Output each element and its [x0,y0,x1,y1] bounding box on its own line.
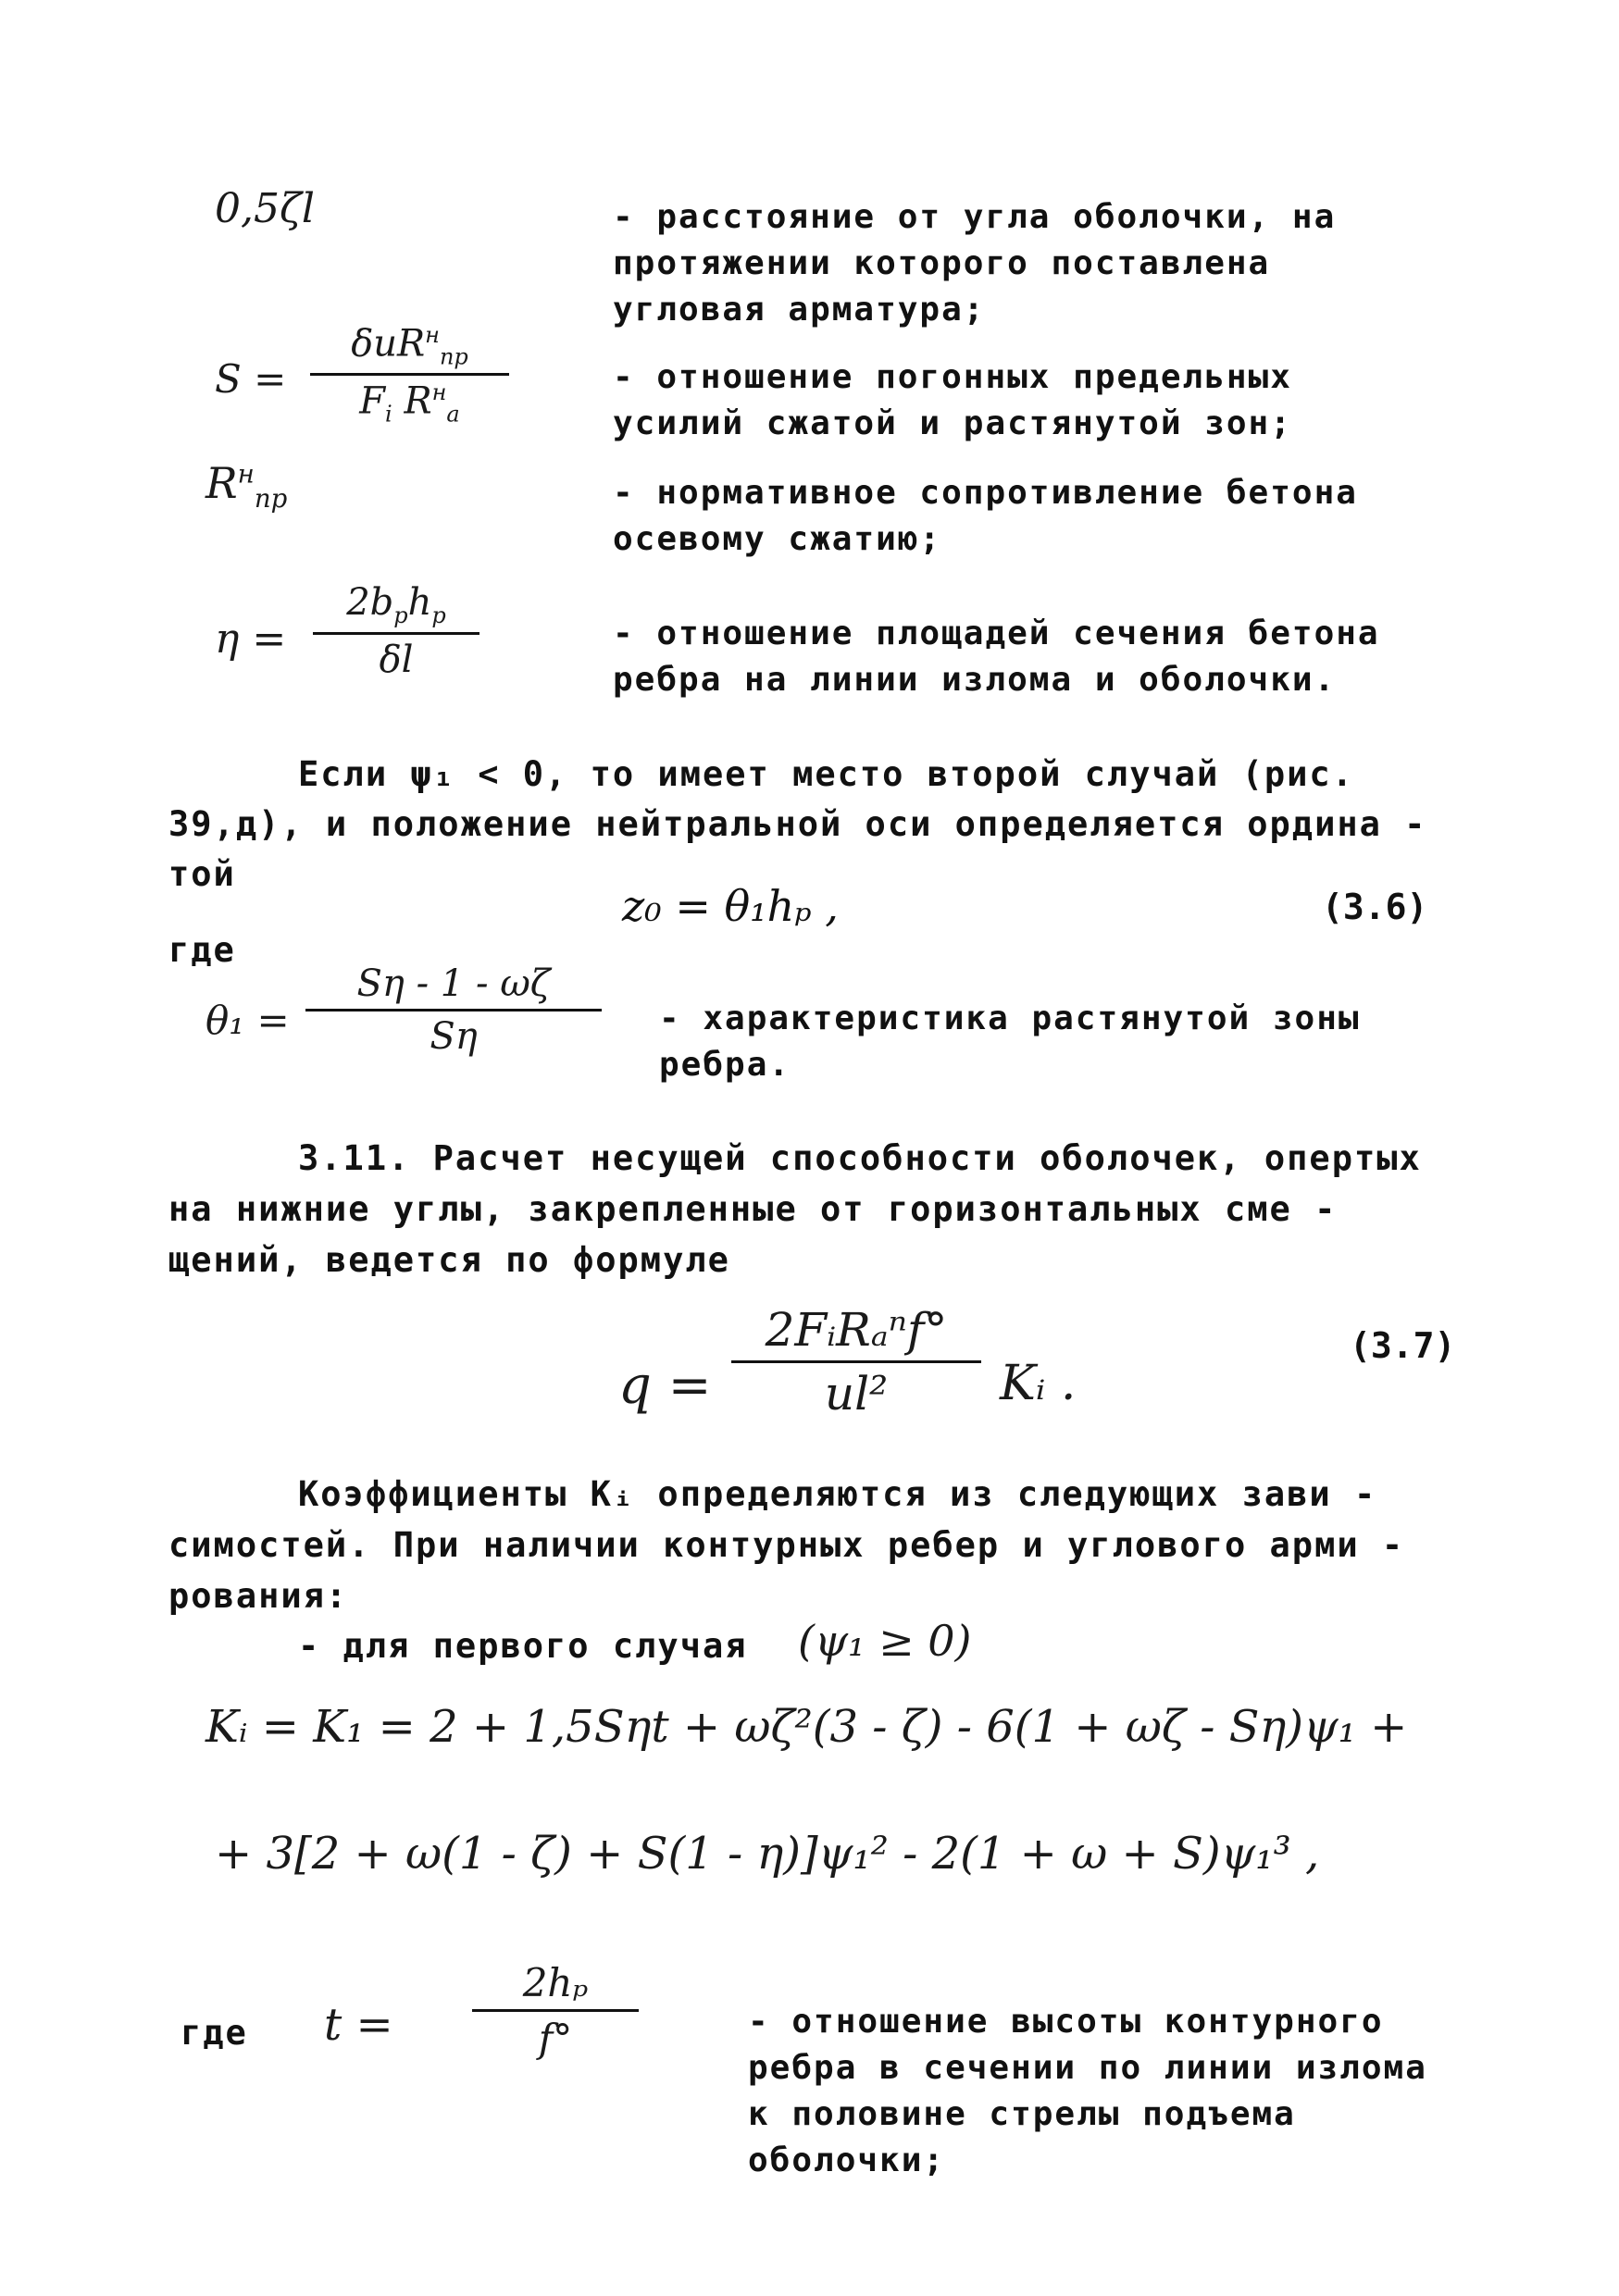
where-label-1: где [168,930,236,970]
fraction-eta-numerator: $2b_ph_p$ [346,581,446,628]
equation-3-6-eq: = [675,881,711,931]
fraction-theta-numerator: Sη - 1 - ωζ [356,962,551,1005]
paragraph-2-line-2: симостей. При наличии контурных ребер и углового арми - [168,1525,1405,1565]
equation-3-7-factor: Kᵢ . [1000,1356,1077,1411]
fraction-bar [310,373,509,376]
fraction-t-denominator: f° [538,2016,573,2061]
symbol-0-5-zeta-l: 0,5ζl [215,185,315,232]
case-1-condition: (ψ₁ ≥ 0) [798,1616,972,1666]
section-3-11-line-3: щений, ведется по формуле [168,1240,730,1280]
fraction-bar [313,632,479,635]
fraction-t [472,1960,639,2061]
definition-tension-zone: - характеристика растянутой зоны ребра. [659,999,1361,1084]
equation-number-3-7: (3.7) [1350,1325,1456,1366]
fraction-theta-denominator: Sη [430,1015,478,1058]
fraction-q-denominator: ul² [824,1367,889,1421]
definition-area-ratio: - отношение площадей сечения бетона ребра на линии излома и оболочки. [613,614,1380,699]
definition-force-ratio: - отношение погонных предельных усилий сжатой и растянутой зон; [613,358,1292,442]
symbol-r-pr: $R^н_{пр}$ [205,458,288,515]
where-label-2: где [181,2013,248,2053]
fraction-theta [305,962,602,1058]
paragraph-2-line-3: рования: [168,1576,349,1616]
fraction-t-numerator: 2hₚ [522,1960,589,2005]
equation-3-6-lhs: z₀ [622,881,662,931]
symbol-eta-lhs: η = [215,615,287,663]
fraction-bar [731,1360,981,1363]
equation-3-7-lhs: q = [618,1356,712,1416]
definition-rib-height-ratio: - отношение высоты контурного ребра в сечении по линии излома к половине стрелы подъема оболочки; [748,2003,1427,2179]
formula-k1-line-1: Kᵢ = K₁ = 2 + 1,5Sηt + ωζ²(3 - ζ) - 6(1 + ωζ - Sη)ψ₁ + [205,1701,1408,1753]
paragraph-2-line-1: Коэффициенты Kᵢ определяются из следующих зави - [298,1474,1377,1514]
fraction-eta-denominator: δl [379,639,414,681]
formula-k1-line-2: + 3[2 + ω(1 - ζ) + S(1 - η)]ψ₁² - 2(1 + ω + S)ψ₁³ , [215,1828,1320,1880]
section-3-11-line-2: на нижние углы, закрепленные от горизонтальных сме - [168,1189,1338,1229]
paragraph-1-line-2: 39,д), и положение нейтральной оси определяется ордина - [168,804,1427,844]
section-3-11-line-1: 3.11. Расчет несущей способности оболочек, опертых [298,1138,1422,1178]
fraction-bar [305,1009,602,1011]
symbol-s-lhs: S = [215,356,287,402]
fraction-eta [313,581,479,681]
equation-number-3-6: (3.6) [1322,887,1428,927]
fraction-q [731,1303,981,1421]
fraction-s-numerator: δuR$^н_{пр}$ [351,322,468,370]
paragraph-1-line-1: Если ψ₁ < 0, то имеет место второй случай (рис. [298,754,1354,794]
symbol-t-lhs: t = [324,1999,393,2051]
fraction-s-denominator: $F_i$ $R^н_a$ [359,379,460,428]
definition-concrete-resistance: - нормативное сопротивление бетона осевому сжатию; [613,474,1358,558]
fraction-s [310,322,509,428]
equation-3-6 [622,881,839,931]
fraction-q-numerator: 2FᵢRₐⁿf° [765,1303,948,1357]
equation-3-6-rhs: θ₁hₚ , [724,881,839,931]
fraction-bar [472,2009,639,2012]
case-1-label: - для первого случая [298,1626,748,1666]
symbol-theta-lhs: θ₁ = [205,998,290,1043]
paragraph-1-line-3: той [168,854,236,894]
definition-corner-zone: - расстояние от угла оболочки, на протяжении которого поставлена угловая арматура; [613,198,1337,329]
